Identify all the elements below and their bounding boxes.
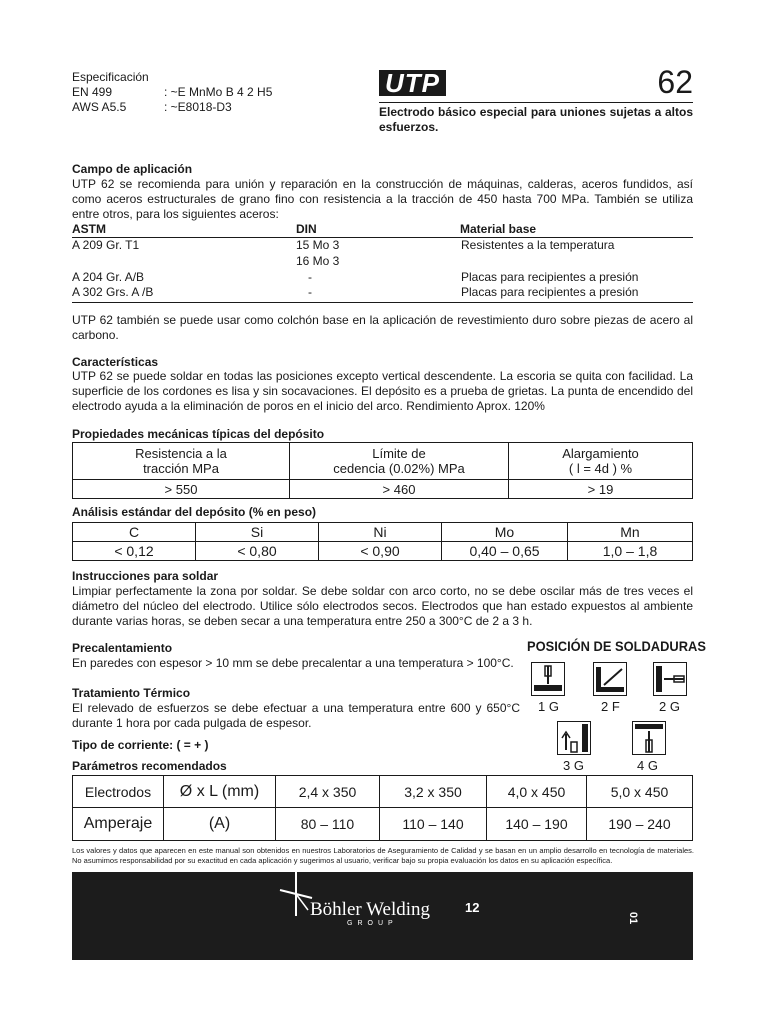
table-cell: 4,0 x 450 [487,776,587,808]
spec-label: AWS A5.5 [72,100,127,114]
specification-block [72,70,302,115]
analysis-heading: Análisis estándar del depósito (% en peso) [72,505,317,519]
preheat-heading: Precalentamiento [72,641,173,655]
table-cell: 1,0 – 1,8 [568,542,693,561]
preheat-text: En paredes con espesor > 10 mm se debe precalentar a una temperatura > 100°C. [72,656,514,670]
spec-heading: Especificación [72,70,149,84]
row-label: Electrodos [73,776,164,808]
application-heading: Campo de aplicación [72,162,193,176]
table-cell: < 0,90 [319,542,442,561]
current-type-heading: Tipo de corriente: ( = + ) [72,738,209,752]
spec-value: : ~E MnMo B 4 2 H5 [164,85,273,99]
table-cell: A 204 Gr. A/B [72,270,145,284]
table-cell: - [308,285,312,299]
params-heading: Parámetros recomendados [72,759,227,773]
table-cell: < 0,80 [196,542,319,561]
page-number: 12 [465,900,480,915]
table-cell: A 209 Gr. T1 [72,238,140,252]
table-header-cell: Ni [319,523,442,542]
heat-treatment-heading: Tratamiento Térmico [72,686,191,700]
mechanical-heading: Propiedades mecánicas típicas del depósito [72,427,325,441]
header-divider [379,102,693,103]
table-cell: 80 – 110 [276,808,380,841]
table-header-cell: Resistencia a la tracción MPa [73,443,290,480]
instructions-heading: Instrucciones para soldar [72,569,219,583]
position-3g-icon [557,721,591,755]
product-number: 62 [657,64,693,100]
table-cell: Resistentes a la temperatura [461,238,615,252]
footer-group: GROUP [347,920,398,927]
table-header-cell: C [73,523,196,542]
table-cell: < 0,12 [73,542,196,561]
position-label: 2 F [601,699,620,714]
table-header-cell: Alargamiento ( l = 4d ) % [509,443,693,480]
col-header-astm: ASTM [72,222,106,236]
position-label: 2 G [659,699,680,714]
col-header-din: DIN [296,222,317,236]
heat-treatment-text: El relevado de esfuerzos se debe efectuar a una temperatura entre 600 y 650°C durante 1 hora por cada pulgada de espesor. [72,701,520,730]
table-cell: Placas para recipientes a presión [461,285,639,299]
parameters-table [72,775,693,841]
table-cell: 2,4 x 350 [276,776,380,808]
row-unit: Ø x L (mm) [164,776,276,808]
application-extra: UTP 62 también se puede usar como colchón base en la aplicación de revestimiento duro sobre piezas de acero al carbono. [72,313,693,342]
col-header-material: Material base [460,222,537,236]
table-cell: 5,0 x 450 [587,776,693,808]
mechanical-table [72,442,693,499]
table-cell: Placas para recipientes a presión [461,270,639,284]
table-cell: 140 – 190 [487,808,587,841]
table-header-cell: Si [196,523,319,542]
application-text: UTP 62 se recomienda para unión y reparación en la construcción de máquinas, calderas, aceros fundidos, así como aceros estructurales de grano fino con resistencia a la tracción de 450 hasta 700 MPa. También se utiliza entre otros, para los siguientes aceros: [72,177,693,221]
table-header-cell: Límite de cedencia (0.02%) MPa [290,443,509,480]
instructions-text: Limpiar perfectamente la zona por soldar. Se debe soldar con arco corto, no se debe oscilar más de tres veces el diámetro del núcleo del electrodo. Utilice sólo electrodos secos. Electrodos que han estado expuestos al ambiente durante varias horas, se deben secar a una temperatura entre 250 a 300°C de 2 a 3 h. [72,584,693,628]
table-cell: 16 Mo 3 [296,254,340,268]
table-cell: > 550 [73,480,290,499]
table-cell: A 302 Grs. A /B [72,285,154,299]
section-number: 01 [627,911,640,925]
steel-table-bottom-rule [72,302,693,303]
welding-positions-heading: POSICIÓN DE SOLDADURAS [527,638,706,654]
position-label: 4 G [637,758,658,773]
table-cell: 0,40 – 0,65 [442,542,568,561]
table-cell: 110 – 140 [380,808,487,841]
analysis-table [72,522,693,561]
table-cell: 190 – 240 [587,808,693,841]
spec-label: EN 499 [72,85,113,99]
table-cell: 15 Mo 3 [296,238,340,252]
table-cell: 3,2 x 350 [380,776,487,808]
row-label: Amperaje [73,808,164,841]
utp-logo: UTP [379,70,446,96]
characteristics-heading: Características [72,355,159,369]
position-label: 3 G [563,758,584,773]
position-1g-icon [531,662,565,696]
position-label: 1 G [538,699,559,714]
table-cell: - [308,270,312,284]
product-subtitle: Electrodo básico especial para uniones sujetas a altos esfuerzos. [379,105,693,134]
table-header-cell: Mo [442,523,568,542]
characteristics-text: UTP 62 se puede soldar en todas las posiciones excepto vertical descendente. La escoria se quita con facilidad. La superficie de los cordones es lisa y sin socavaciones. El depósito es a prueba de grietas. La punta de encendido del electrodo ayuda a la eliminación de poros en el inicio del arco. Rendimiento Aprox. 120% [72,369,693,413]
position-2g-icon [653,662,687,696]
position-4g-icon [632,721,666,755]
table-cell: > 460 [290,480,509,499]
disclaimer-text: Los valores y datos que aparecen en este manual son obtenidos en nuestros Laboratorios de Aseguramiento de Calidad y se basan en un amplio desarrollo en tecnología de materiales. No asumimos responsabilidad por su exactitud en cada aplicación y sugerimos al usuario, verificar bajo su propia evaluación los datos en su aplicación específica. [72,846,694,865]
spec-value: : ~E8018-D3 [164,100,232,114]
table-cell: > 19 [509,480,693,499]
position-2f-icon [593,662,627,696]
footer-band [72,872,693,960]
bohler-welding-logo-icon [278,872,314,916]
table-header-cell: Mn [568,523,693,542]
row-unit: (A) [164,808,276,841]
footer-brand: Böhler Welding [310,899,431,920]
